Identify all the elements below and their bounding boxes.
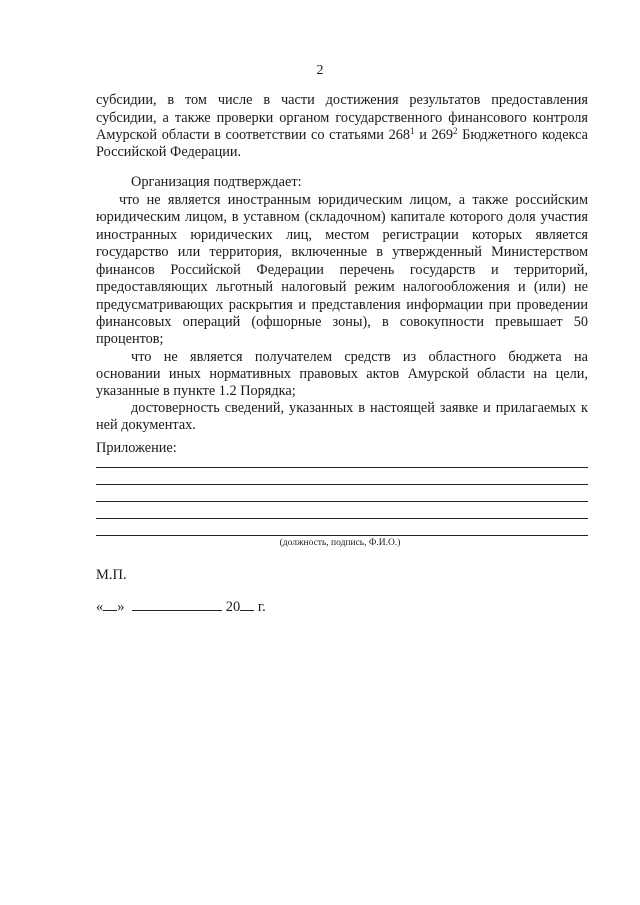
item1-line: финансовых операций (офшорные зоны), в совокупности превышает 50 (96, 314, 588, 330)
paragraph-line: субсидии, а также проверки органом государственного финансового контроля (96, 110, 588, 126)
item2-line: основании иных нормативных правовых актов Амурской области на цели, (96, 366, 588, 382)
superscript: 1 (410, 126, 415, 136)
stamp-label: М.П. (96, 567, 127, 583)
item3-line: достоверность сведений, указанных в настоящей заявке и прилагаемых к (131, 400, 588, 416)
date-line (96, 598, 266, 616)
item1-line: предусматривающих раскрытия и представления информации при проведении (96, 297, 588, 313)
year-suffix: г. (254, 599, 266, 615)
signature-blank-line[interactable] (96, 535, 588, 536)
attachment-blank-line[interactable] (96, 518, 588, 519)
day-blank[interactable] (103, 598, 117, 611)
item1-line: что не является иностранным юридическим лицом, а также российским (119, 192, 588, 208)
item2-line: что не является получателем средств из областного бюджета на (131, 349, 588, 365)
attachment-blank-line[interactable] (96, 501, 588, 502)
item1-line: государство или территория, включенные в утвержденный Министерством (96, 244, 588, 260)
item1-line: финансов Российской Федерации перечень государств и территорий, (96, 262, 588, 278)
confirm-heading: Организация подтверждает: (131, 174, 302, 190)
item1-line: юридическим лицом, в уставном (складочном) капитале которого доля участия (96, 209, 588, 225)
date-open-quote: « (96, 599, 104, 615)
year-prefix: 20 (225, 599, 241, 615)
month-blank[interactable] (132, 598, 222, 611)
page-number: 2 (316, 63, 324, 78)
superscript: 2 (452, 126, 458, 136)
item1-line: предоставляющих льготный налоговый режим налогообложения и (или) не (96, 279, 588, 295)
paragraph-line: Российской Федерации. (96, 144, 242, 160)
paragraph-line: субсидии, в том числе в части достижения результатов предоставления (96, 92, 588, 108)
year-blank[interactable] (240, 598, 254, 611)
item1-line: иностранных юридических лиц, местом регистрации которых является (96, 227, 588, 243)
attachment-blank-line[interactable] (96, 467, 588, 468)
date-close-quote: » (117, 599, 125, 615)
item2-line: указанные в пункте 1.2 Порядка; (96, 383, 296, 399)
attachment-label: Приложение: (96, 440, 177, 456)
item3-line: ней документах. (96, 417, 196, 433)
signature-caption: (должность, подпись, Ф.И.О.) (279, 538, 401, 548)
attachment-blank-line[interactable] (96, 484, 588, 485)
item1-line: процентов; (96, 331, 164, 347)
paragraph-line: Амурской области в соответствии со статьями $268^1$ и $269^2$ Бюджетного кодекса (96, 126, 588, 143)
